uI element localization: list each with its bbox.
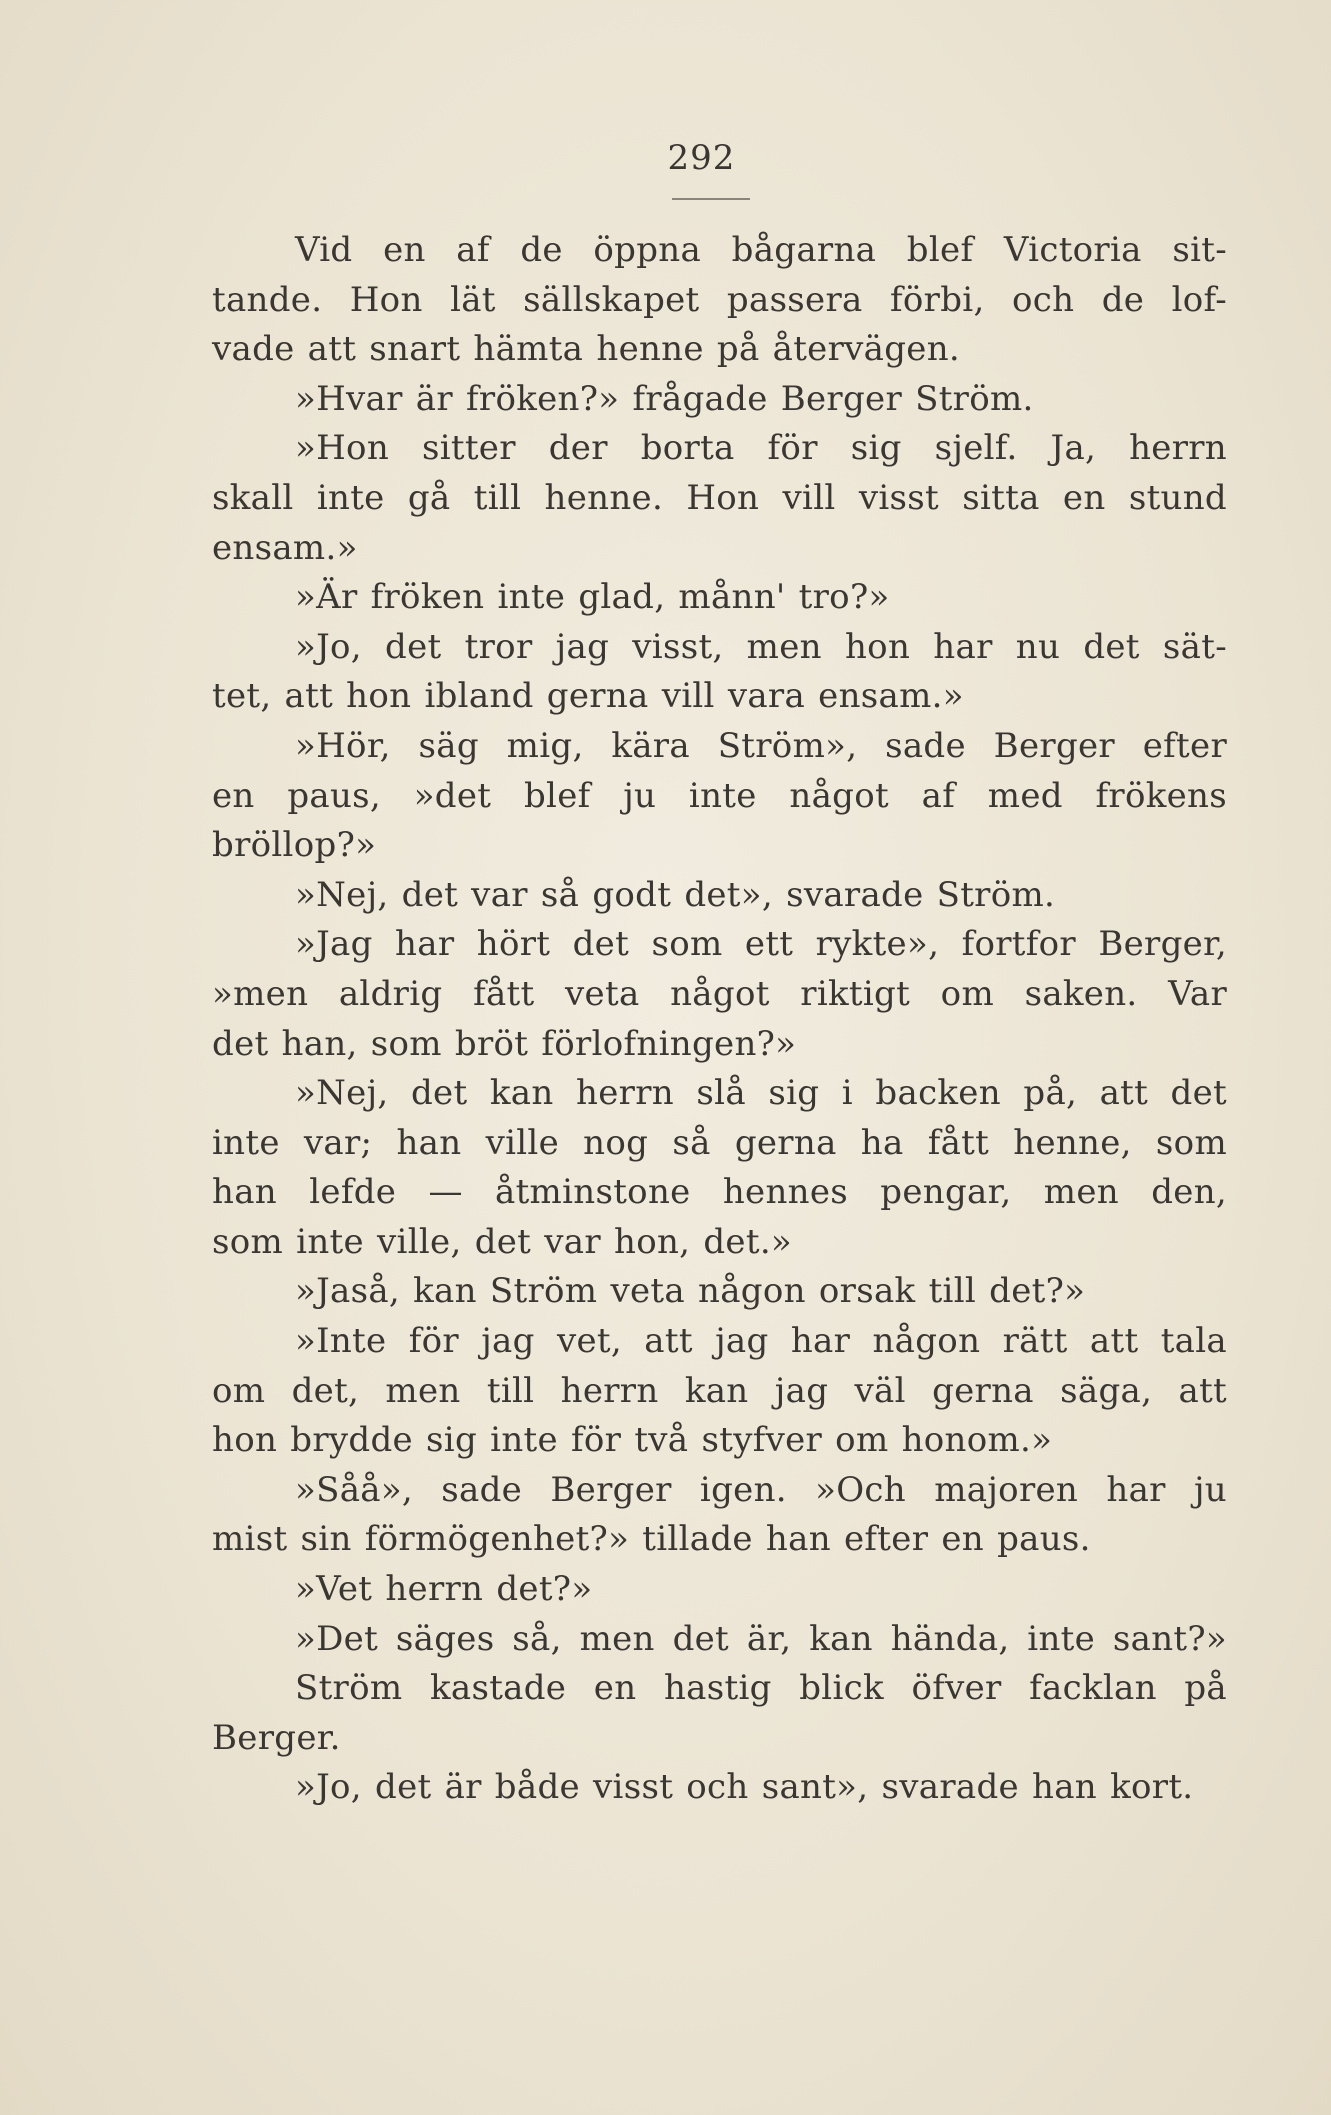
text-line: »Nej, det var så godt det», svarade Ström. — [295, 874, 1056, 915]
text-line: han lefde — åtminstone hennes pengar, men den, — [212, 1172, 1227, 1213]
text-line: om det, men till herrn kan jag väl gerna säga, att — [212, 1370, 1227, 1411]
text-line: »Hör, säg mig, kära Ström», sade Berger efter — [295, 725, 1227, 766]
text-line: Ström kastade en hastig blick öfver facklan på — [295, 1668, 1227, 1709]
text-line: tande. Hon lät sällskapet passera förbi, och de lof- — [212, 279, 1227, 320]
text-line: ensam.» — [212, 527, 358, 568]
text-line: »Hvar är fröken?» frågade Berger Ström. — [295, 378, 1034, 419]
text-line: »Vet herrn det?» — [295, 1569, 593, 1610]
text-line: en paus, »det blef ju inte något af med frökens — [212, 775, 1227, 816]
text-line: tet, att hon ibland gerna vill vara ensam.» — [212, 676, 964, 717]
text-line: som inte ville, det var hon, det.» — [212, 1221, 793, 1262]
text-line: »Det säges så, men det är, kan hända, inte sant?» — [295, 1618, 1227, 1659]
text-line: inte var; han ville nog så gerna ha fått henne, som — [212, 1122, 1227, 1163]
text-line: mist sin förmögenhet?» tillade han efter en paus. — [212, 1519, 1091, 1560]
text-line: »Är fröken inte glad, månn' tro?» — [295, 577, 890, 618]
page-number-rule — [672, 198, 750, 200]
text-line: hon brydde sig inte för två styfver om honom.» — [212, 1420, 1053, 1461]
text-line: »Nej, det kan herrn slå sig i backen på, att det — [295, 1073, 1227, 1114]
text-line: »Jaså, kan Ström veta någon orsak till det?» — [295, 1271, 1086, 1312]
text-line: »Såå», sade Berger igen. »Och majoren har ju — [295, 1469, 1227, 1510]
text-line: Vid en af de öppna bågarna blef Victoria sit- — [295, 230, 1227, 270]
text-line: Berger. — [212, 1717, 341, 1758]
body-text — [212, 226, 1227, 1813]
page-number: 292 — [667, 138, 736, 178]
text-line: det han, som bröt förlofningen?» — [212, 1023, 797, 1064]
text-line: »Jo, det tror jag visst, men hon har nu det sät- — [295, 626, 1227, 667]
text-line: skall inte gå till henne. Hon vill visst sitta en stund — [212, 477, 1227, 518]
text-line: vade att snart hämta henne på återvägen. — [212, 329, 961, 370]
text-line: »Hon sitter der borta för sig sjelf. Ja, herrn — [295, 428, 1227, 469]
text-line: »men aldrig fått veta något riktigt om saken. Var — [212, 973, 1227, 1014]
text-line: »Inte för jag vet, att jag har någon rätt att tala — [295, 1321, 1227, 1362]
text-line: bröllop?» — [212, 825, 377, 866]
text-line: »Jag har hört det som ett rykte», fortfor Berger, — [295, 924, 1227, 965]
text-line: »Jo, det är både visst och sant», svarade han kort. — [295, 1767, 1194, 1808]
